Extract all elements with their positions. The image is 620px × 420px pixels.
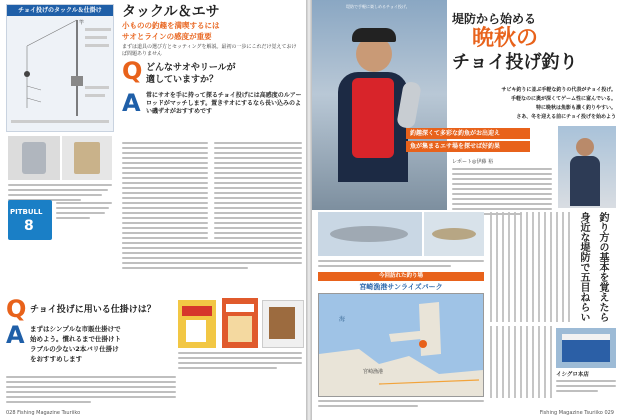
map-heading: 今回訪れた釣り場 bbox=[318, 272, 484, 281]
a2-lead4: をおすすめします bbox=[30, 355, 83, 363]
vertical-2: 身近な堤防で五目ねらい bbox=[578, 212, 589, 322]
fish-photo-1 bbox=[318, 212, 422, 256]
a2-lead3: ラブルの少ない2本バリ仕掛け bbox=[30, 345, 119, 353]
q2-block bbox=[6, 296, 186, 322]
product-label: PITBULL bbox=[10, 208, 43, 216]
left-body-col4 bbox=[6, 376, 176, 406]
hero-caption: 堤防で手軽に楽しめるチョイ投げ。 bbox=[346, 4, 410, 9]
left-body-col1 bbox=[122, 142, 208, 252]
section-sub1: 小ものの釣趣を満喫するには bbox=[122, 21, 220, 30]
map bbox=[318, 293, 484, 397]
left-body-col2 bbox=[214, 142, 302, 252]
q2-letter: Q bbox=[6, 295, 27, 323]
product-number: 8 bbox=[24, 218, 34, 234]
rig-package-1 bbox=[178, 300, 216, 348]
line-product bbox=[8, 200, 52, 240]
title-block bbox=[452, 12, 616, 74]
vertical-1: 釣り方の基本を覚えたら bbox=[597, 212, 608, 322]
lead-text bbox=[452, 86, 616, 122]
section-intro: まずは道具の選び方とセッティングを解説。最初の一歩にこれだけ覚えておけば問題ありません bbox=[122, 44, 297, 57]
left-page bbox=[0, 0, 306, 420]
rig-package-2 bbox=[222, 298, 258, 348]
section-sub2: サオとラインの感度が重要 bbox=[122, 32, 212, 41]
product-photo-1 bbox=[8, 136, 60, 180]
a1-lead: 常にサオを手に持って探るチョイ投げには高感度のルアーロッドがマッチします。置きサオにするなら長い込みのよい磯ザオがおすすめです bbox=[146, 92, 302, 116]
fish-photo-2 bbox=[424, 212, 484, 256]
angler-photo bbox=[558, 126, 616, 208]
map-label-port: 宮崎漁港 bbox=[363, 369, 384, 375]
map-caption bbox=[318, 400, 484, 410]
right-folio: Fishing Magazine Tsuriiko 029 bbox=[539, 410, 614, 416]
section-title bbox=[122, 4, 302, 58]
q1-title2: 適していますか？ bbox=[146, 75, 219, 85]
a2-letter: A bbox=[6, 321, 25, 349]
map-illustration bbox=[319, 294, 483, 396]
a1-letter: A bbox=[122, 89, 141, 117]
q1-letter: Q bbox=[122, 57, 143, 85]
title-line1: 堤防から始める bbox=[452, 12, 537, 26]
a2-lead2: 始めよう。慣れるまで仕掛けト bbox=[30, 335, 121, 343]
shop-title: イシグロ本店 bbox=[556, 372, 589, 378]
tackle-illustration bbox=[7, 16, 115, 133]
lead-4: さあ、冬を迎える前にチョイ投げを始めよう bbox=[516, 114, 616, 120]
left-folio: 028 Fishing Magazine Tsuriiko bbox=[6, 410, 81, 416]
section-heading: タックル＆エサ bbox=[122, 4, 220, 20]
q1-title1: どんなサオやリールが bbox=[146, 63, 236, 73]
rig-caption bbox=[178, 352, 302, 372]
q1-block bbox=[122, 58, 304, 88]
a1-block bbox=[122, 90, 304, 138]
a2-lead1: まずはシンプルな市販仕掛けで bbox=[30, 325, 121, 333]
orange-band-1: 釣趣深くて多彩な釣魚がお出迎え bbox=[406, 128, 530, 139]
product-photo-2 bbox=[62, 136, 112, 180]
rod-label: 竿 bbox=[79, 20, 85, 26]
title-line2: 晩秋の bbox=[472, 26, 539, 51]
lead-2: 手軽なのに奥が深くてゲーム性に富んでいる。 bbox=[510, 96, 616, 102]
right-page bbox=[312, 0, 620, 420]
vertical-body bbox=[490, 212, 570, 322]
map-title: 宮崎漁港サンライズパーク bbox=[359, 283, 443, 291]
q2-title: チョイ投げに用いる仕掛けは？ bbox=[30, 305, 156, 315]
shop-info bbox=[556, 380, 616, 395]
shop-photo bbox=[556, 328, 616, 368]
lead-1: サビキ釣りに並ぶ手軽な釣りの代表がチョイ投げ。 bbox=[501, 87, 616, 93]
left-body-col3 bbox=[122, 242, 302, 272]
a2-block bbox=[6, 322, 176, 374]
tackle-diagram bbox=[6, 4, 114, 132]
product-caption bbox=[56, 202, 112, 222]
vertical-headline bbox=[574, 212, 612, 322]
diagram-title: チョイ投げのタックル＆仕掛け bbox=[7, 5, 113, 16]
rig-package-3 bbox=[262, 300, 304, 348]
title-line3: チョイ投げ釣り bbox=[452, 52, 578, 73]
lead-3: 特に晩秋は魚影も濃く釣りやすい。 bbox=[535, 105, 616, 111]
reporter: レポート◎伊藤 裕 bbox=[452, 159, 493, 165]
right-body-col1 bbox=[452, 168, 552, 218]
fish-caption bbox=[318, 260, 484, 270]
map-label-sea: 海 bbox=[339, 316, 346, 323]
orange-band-2: 魚が集まるエサ場を探せば好釣果 bbox=[406, 141, 530, 152]
hero-photo bbox=[312, 0, 447, 210]
vertical-body-2 bbox=[490, 326, 552, 398]
